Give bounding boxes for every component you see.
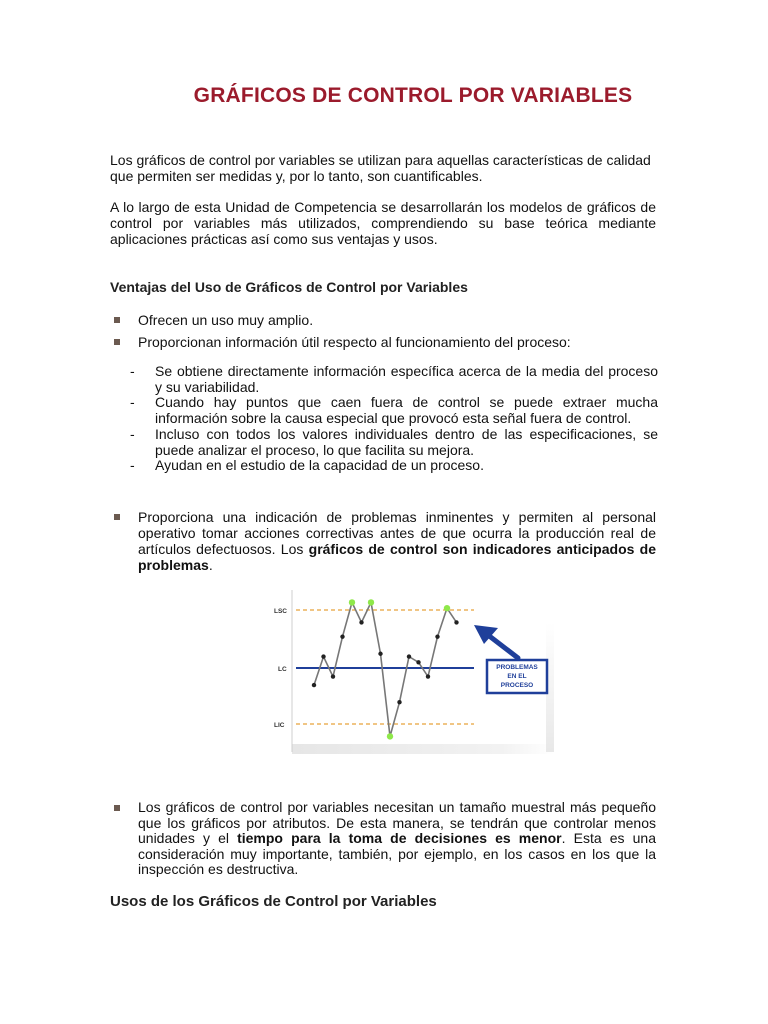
callout-line-1: PROBLEMAS — [496, 664, 538, 671]
intro-paragraph-2: A lo largo de esta Unidad de Competencia se desarrollarán los modelos de gráficos de control por variables más utilizados, comprendiendo su base teórica mediante aplicaciones prácticas así como sus ventajas y usos. — [110, 199, 656, 247]
document-page: GRÁFICOS DE CONTROL POR VARIABLES Los gráficos de control por variables se utilizan para aquellas características de calidad que permiten ser medidas y, por lo tanto, son cuantificables. A lo largo de esta Unidad de Competencia se desarrollarán los modelos de gráficos de control por variables más utilizados, comprendiendo su base teórica mediante aplicaciones prácticas así como sus ventajas y usos. Ventajas del Uso de Gráficos de Control por Variables Ofrecen un uso muy amplio. Proporcionan información útil respecto al funcionamiento del proceso: - Se obtiene directamente información específica acerca de la media del proceso y su variabilidad. - Cuando hay puntos que caen fuera de control se puede extraer mucha información sobre la causa especial que provocó esta señal fuera de control. - Incluso con todos los valores individuales dentro de las especificaciones, se puede analizar el proceso, lo que facilita su mejora. - Ayudan en el estudio de la capacidad de un proceso. Proporciona una indicación de problemas inminentes y permiten al personal operativo tomar acciones correctivas antes de que ocurra la producción real de artículos defectuosos. Los gráficos de control son indicadores anticipados de problemas. LSC LC LIC PROBLEMAS EN EL PROCESO Los gráficos de control por variables necesitan un tamaño muestral más pequeño que los gráficos por atributos. De esta manera, se tendrán que controlar menos unidades y el tiempo para la toma de decisiones es menor. Esta es una consideración muy importante, también, por ejemplo, en los casos en los que la inspección es destructiva. Usos de los Gráficos de Control por Variables — [0, 0, 768, 1024]
series-line — [314, 602, 457, 736]
square-bullet-icon — [114, 339, 120, 345]
problemas-callout — [487, 660, 547, 693]
control-chart — [256, 582, 556, 764]
data-point — [416, 660, 420, 664]
section-heading-ventajas: Ventajas del Uso de Gráficos de Control por Variables — [110, 279, 468, 295]
data-point — [331, 674, 335, 678]
data-point — [312, 683, 316, 687]
data-point — [321, 654, 325, 658]
dash-bullet-icon: - — [130, 363, 135, 379]
square-bullet-icon — [114, 514, 120, 520]
emphasis-text: gráficos de control son indicadores anticipados de problemas — [138, 541, 656, 573]
control-chart-figure — [256, 582, 556, 764]
intro-paragraph-1: Los gráficos de control por variables se utilizan para aquellas características de calidad que permiten ser medidas y, por lo tanto, son cuantificables. — [110, 152, 651, 184]
data-point — [454, 620, 458, 624]
data-point — [407, 654, 411, 658]
dash-bullet-icon: - — [130, 457, 135, 473]
lic-label: LIC — [274, 722, 285, 729]
emphasis-text: tiempo para la toma de decisiones es menor — [237, 830, 562, 846]
dash-bullet-icon: - — [130, 426, 135, 442]
square-bullet-icon — [114, 805, 120, 811]
section-heading-usos: Usos de los Gráficos de Control por Variables — [110, 893, 437, 910]
dash-bullet-icon: - — [130, 394, 135, 410]
square-bullet-icon — [114, 317, 120, 323]
data-point — [340, 634, 344, 638]
data-point — [359, 620, 363, 624]
lsc-label: LSC — [274, 608, 287, 615]
data-point — [397, 700, 401, 704]
out-of-control-point — [387, 733, 393, 739]
arrow-icon — [474, 625, 518, 658]
out-of-control-point — [444, 605, 450, 611]
callout-line-2: EN EL — [507, 673, 527, 680]
data-series — [312, 599, 459, 739]
lc-label: LC — [278, 666, 287, 673]
out-of-control-point — [368, 599, 374, 605]
shadow-bottom — [292, 744, 554, 754]
callout-line-3: PROCESO — [500, 682, 534, 689]
data-point — [378, 652, 382, 656]
out-of-control-point — [349, 599, 355, 605]
data-point — [435, 634, 439, 638]
page-title: GRÁFICOS DE CONTROL POR VARIABLES — [193, 84, 633, 107]
data-point — [426, 674, 430, 678]
